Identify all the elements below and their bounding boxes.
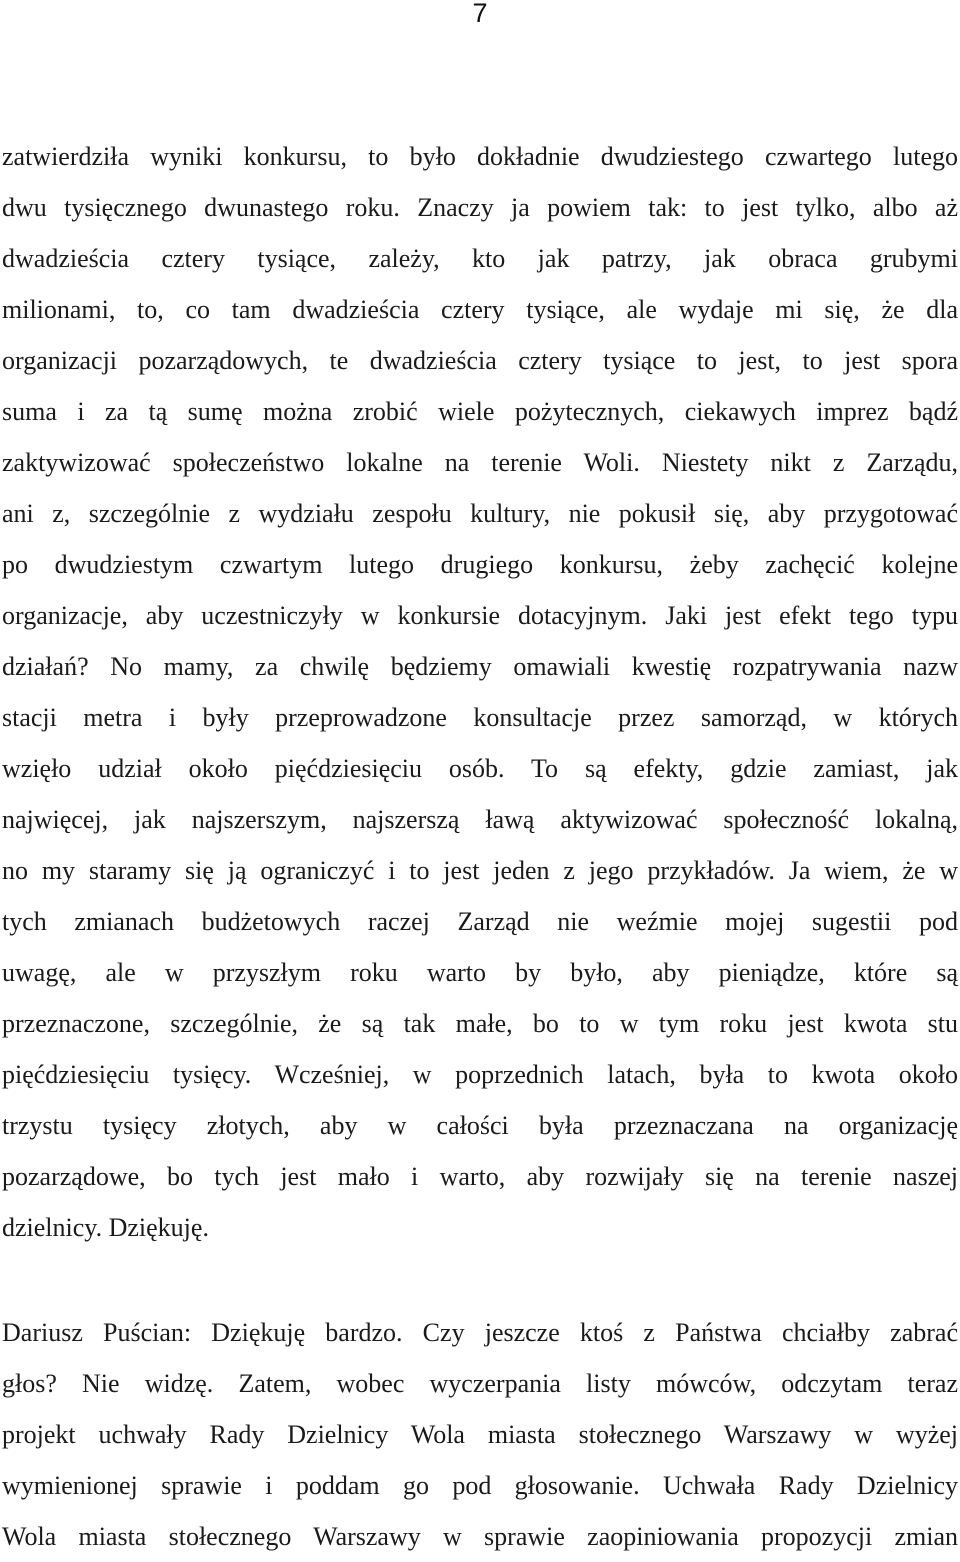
page-number: 7 xyxy=(472,0,488,28)
text-line: pięćdziesięciu tysięcy. Wcześniej, w poprzednich latach, była to kwota około xyxy=(2,1060,958,1089)
text-line: ani z, szczególnie z wydziału zespołu kultury, nie pokusił się, aby przygotować xyxy=(2,499,958,528)
text-line: głos? Nie widzę. Zatem, wobec wyczerpania listy mówców, odczytam teraz xyxy=(2,1369,958,1398)
text-line: uwagę, ale w przyszłym roku warto by było, aby pieniądze, które są xyxy=(2,958,958,987)
text-line: działań? No mamy, za chwilę będziemy omawiali kwestię rozpatrywania nazw xyxy=(2,652,958,681)
text-line: no my staramy się ją ograniczyć i to jest jeden z jego przykładów. Ja wiem, że w xyxy=(2,856,958,885)
text-line: zatwierdziła wyniki konkursu, to było dokładnie dwudziestego czwartego lutego xyxy=(2,142,958,171)
text-line: przeznaczone, szczególnie, że są tak małe, bo to w tym roku jest kwota stu xyxy=(2,1009,958,1038)
text-line: Wola miasta stołecznego Warszawy w sprawie zaopiniowania propozycji zmian xyxy=(2,1522,958,1551)
text-line: zaktywizować społeczeństwo lokalne na terenie Woli. Niestety nikt z Zarządu, xyxy=(2,448,958,477)
text-line: wymienionej sprawie i poddam go pod głosowanie. Uchwała Rady Dzielnicy xyxy=(2,1471,958,1500)
text-line: projekt uchwały Rady Dzielnicy Wola miasta stołecznego Warszawy w wyżej xyxy=(2,1420,958,1449)
text-line: milionami, to, co tam dwadzieścia cztery tysiące, ale wydaje mi się, że dla xyxy=(2,295,958,324)
text-line: organizacje, aby uczestniczyły w konkursie dotacyjnym. Jaki jest efekt tego typu xyxy=(2,601,958,630)
text-line: najwięcej, jak najszerszym, najszerszą ławą aktywizować społeczność lokalną, xyxy=(2,805,958,834)
text-line: dwu tysięcznego dwunastego roku. Znaczy ja powiem tak: to jest tylko, albo aż xyxy=(2,193,958,222)
paragraph-transcript-2 xyxy=(2,1307,958,1562)
text-line: pozarządowe, bo tych jest mało i warto, aby rozwijały się na terenie naszej xyxy=(2,1162,958,1191)
text-line: po dwudziestym czwartym lutego drugiego konkursu, żeby zachęcić kolejne xyxy=(2,550,958,579)
paragraph-transcript-1 xyxy=(2,131,958,1253)
text-line: Dariusz Puścian: Dziękuję bardzo. Czy jeszcze ktoś z Państwa chciałby zabrać xyxy=(2,1318,958,1347)
text-line: dwadzieścia cztery tysiące, zależy, kto jak patrzy, jak obraca grubymi xyxy=(2,244,958,273)
text-line: suma i za tą sumę można zrobić wiele pożytecznych, ciekawych imprez bądź xyxy=(2,397,958,426)
text-line: tych zmianach budżetowych raczej Zarząd nie weźmie mojej sugestii pod xyxy=(2,907,958,936)
text-line: organizacji pozarządowych, te dwadzieścia cztery tysiące to jest, to jest spora xyxy=(2,346,958,375)
text-line: wzięło udział około pięćdziesięciu osób. To są efekty, gdzie zamiast, jak xyxy=(2,754,958,783)
text-line-last: dzielnicy. Dziękuję. xyxy=(2,1213,209,1242)
text-line: stacji metra i były przeprowadzone konsultacje przez samorząd, w których xyxy=(2,703,958,732)
text-line: trzystu tysięcy złotych, aby w całości była przeznaczana na organizację xyxy=(2,1111,958,1140)
